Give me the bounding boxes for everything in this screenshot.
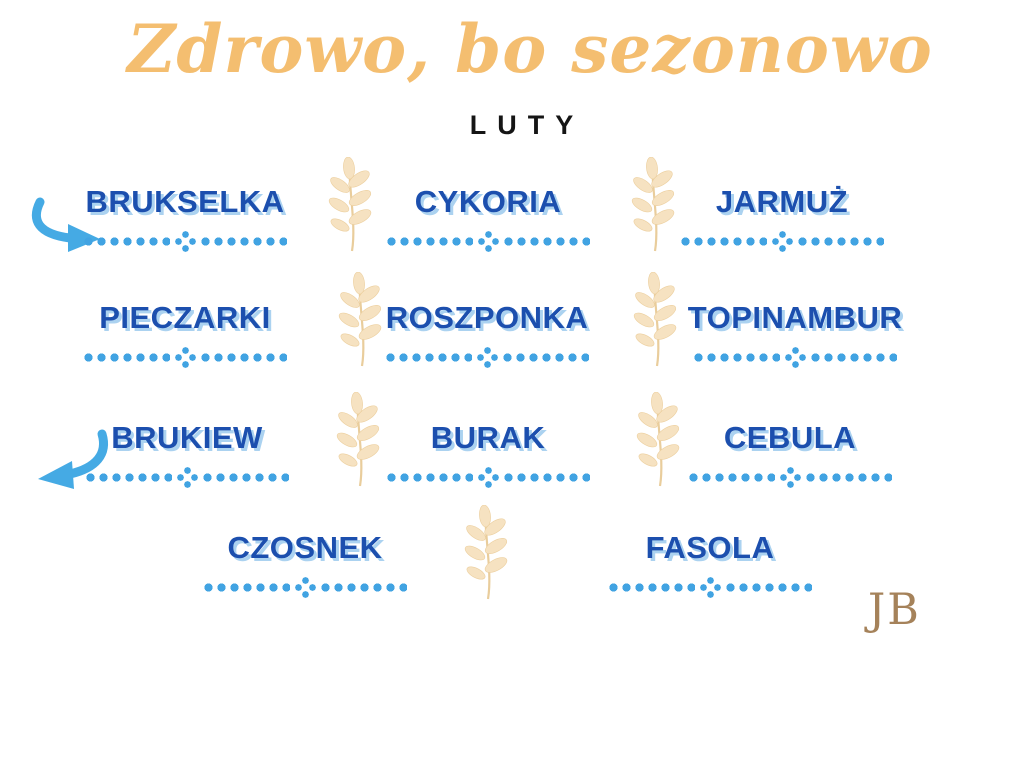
four-dot-diamond-icon — [477, 347, 498, 368]
veg-label: FASOLA — [645, 530, 775, 565]
four-dot-diamond-icon — [295, 577, 316, 598]
dot-line — [386, 353, 472, 362]
four-dot-diamond-icon — [175, 347, 196, 368]
veg-item-burak — [358, 420, 618, 488]
veg-label: JARMUŻ — [715, 184, 849, 219]
dot-line — [84, 237, 170, 246]
dotted-divider — [608, 576, 812, 598]
dot-line — [694, 353, 780, 362]
dotted-divider — [386, 230, 590, 252]
dot-line — [201, 237, 287, 246]
dot-line — [689, 473, 775, 482]
dotted-divider — [83, 230, 287, 252]
dot-line — [726, 583, 812, 592]
leaf-sprig-icon — [458, 505, 518, 601]
dot-line — [204, 583, 290, 592]
four-dot-diamond-icon — [478, 231, 499, 252]
poster-subtitle-month: LUTY — [469, 110, 585, 140]
veg-item-fasola — [580, 530, 840, 598]
dot-line — [609, 583, 695, 592]
dot-line — [321, 583, 407, 592]
dot-line — [806, 473, 892, 482]
veg-item-roszponka — [357, 300, 617, 368]
veg-label: CEBULA — [723, 420, 857, 455]
dotted-divider — [386, 466, 590, 488]
veg-item-cykoria — [358, 184, 618, 252]
dot-line — [86, 473, 172, 482]
dot-line — [798, 237, 884, 246]
veg-item-brukselka — [55, 184, 315, 252]
veg-label: CZOSNEK — [227, 530, 383, 565]
dot-line — [201, 353, 287, 362]
dot-line — [387, 237, 473, 246]
four-dot-diamond-icon — [177, 467, 198, 488]
dot-line — [681, 237, 767, 246]
veg-item-jarmuz — [652, 184, 912, 252]
veg-label: TOPINAMBUR — [687, 300, 903, 335]
four-dot-diamond-icon — [478, 467, 499, 488]
veg-item-czosnek — [175, 530, 435, 598]
four-dot-diamond-icon — [780, 467, 801, 488]
poster-title: Zdrowo, bo sezonowo — [127, 10, 933, 88]
veg-label: BURAK — [430, 420, 546, 455]
dotted-divider — [680, 230, 884, 252]
veg-item-pieczarki — [55, 300, 315, 368]
four-dot-diamond-icon — [772, 231, 793, 252]
veg-label: PIECZARKI — [99, 300, 271, 335]
four-dot-diamond-icon — [700, 577, 721, 598]
veg-label: CYKORIA — [414, 184, 562, 219]
dot-line — [387, 473, 473, 482]
dot-line — [503, 353, 589, 362]
dot-line — [203, 473, 289, 482]
dot-line — [84, 353, 170, 362]
dotted-divider — [85, 466, 289, 488]
four-dot-diamond-icon — [175, 231, 196, 252]
four-dot-diamond-icon — [785, 347, 806, 368]
dotted-divider — [688, 466, 892, 488]
dotted-divider — [385, 346, 589, 368]
veg-label: BRUKIEW — [111, 420, 263, 455]
dot-line — [504, 237, 590, 246]
author-signature: JB — [868, 585, 921, 635]
dot-line — [811, 353, 897, 362]
veg-label: ROSZPONKA — [385, 300, 589, 335]
veg-label: BRUKSELKA — [85, 184, 285, 219]
dot-line — [504, 473, 590, 482]
veg-item-brukiew — [57, 420, 317, 488]
dotted-divider — [203, 576, 407, 598]
dotted-divider — [693, 346, 897, 368]
dotted-divider — [83, 346, 287, 368]
veg-item-topinambur — [665, 300, 925, 368]
veg-item-cebula — [660, 420, 920, 488]
